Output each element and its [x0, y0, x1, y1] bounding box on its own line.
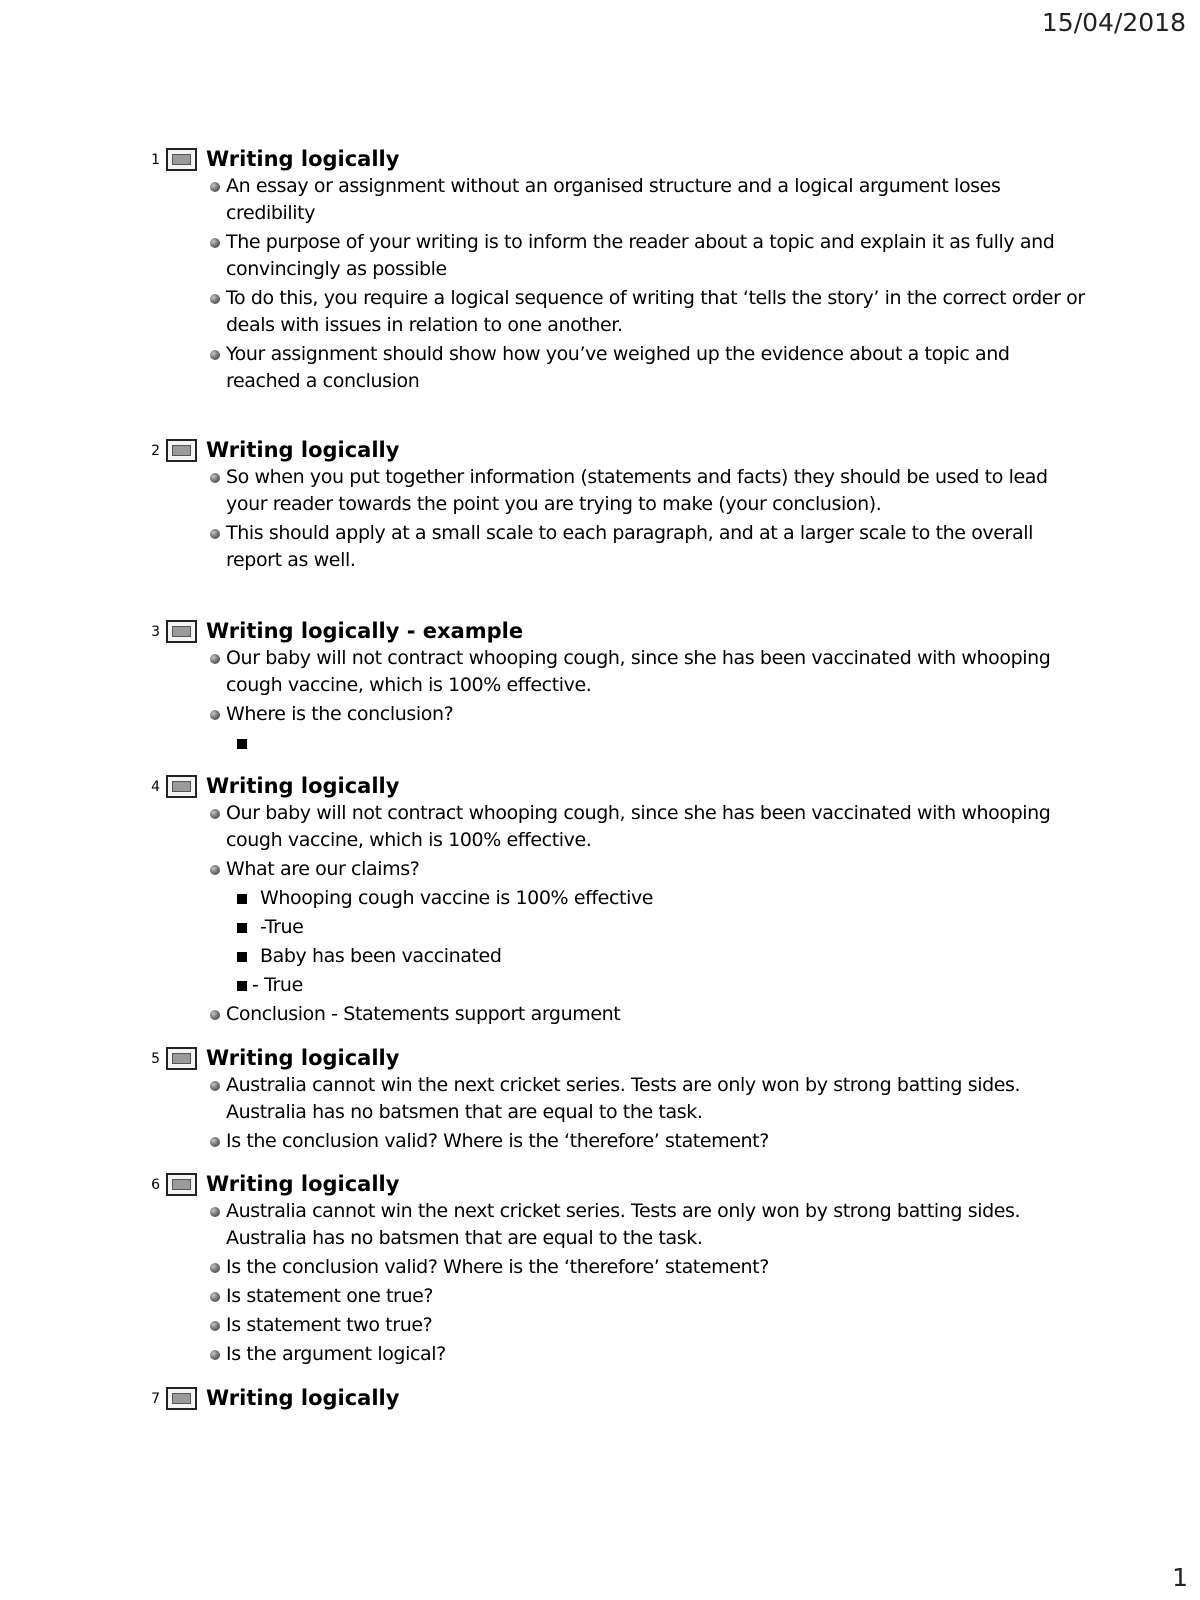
bullet-item: Where is the conclusion?: [208, 701, 1088, 728]
slide-title: Writing logically: [206, 774, 400, 798]
print-date: 15/04/2018: [1041, 8, 1186, 37]
slide-title: Writing logically: [206, 1046, 400, 1070]
bullet-list: [208, 800, 1088, 1030]
slide-title: Writing logically - example: [206, 619, 524, 643]
slide-number: 7: [151, 1391, 160, 1407]
slide-thumbnail-icon: [166, 620, 197, 643]
bullet-item: So when you put together information (statements and facts) they should be used to lead your reader towards the point you are trying to make (your conclusion).: [208, 464, 1088, 518]
bullet-item: Is statement one true?: [208, 1283, 1088, 1310]
sub-bullet-item: Whooping cough vaccine is 100% effective: [208, 885, 1088, 912]
bullet-list: [208, 1072, 1088, 1157]
bullet-item: What are our claims?: [208, 856, 1088, 883]
bullet-item: Is the conclusion valid? Where is the ‘therefore’ statement?: [208, 1254, 1088, 1281]
bullet-item: Our baby will not contract whooping cough, since she has been vaccinated with whooping cough vaccine, which is 100% effective.: [208, 800, 1088, 854]
sub-bullet-item: Baby has been vaccinated: [208, 943, 1088, 970]
bullet-item: Is the conclusion valid? Where is the ‘therefore’ statement?: [208, 1128, 1088, 1155]
slide-thumbnail-icon: [166, 775, 197, 798]
slide-thumbnail-icon: [166, 1047, 197, 1070]
bullet-item: Is statement two true?: [208, 1312, 1088, 1339]
sub-bullet-item: -True: [208, 914, 1088, 941]
slide-number: 1: [151, 152, 160, 168]
sub-bullet-item: [208, 730, 1088, 757]
bullet-list: [208, 173, 1088, 397]
bullet-list: [208, 645, 1088, 759]
slide-number: 2: [151, 443, 160, 459]
bullet-item: This should apply at a small scale to each paragraph, and at a larger scale to the overall report as well.: [208, 520, 1088, 574]
bullet-item: Is the argument logical?: [208, 1341, 1088, 1368]
slide-title: Writing logically: [206, 1172, 400, 1196]
bullet-item: Our baby will not contract whooping cough, since she has been vaccinated with whooping cough vaccine, which is 100% effective.: [208, 645, 1088, 699]
page-number: 1: [1172, 1563, 1188, 1592]
slide-number: 4: [151, 779, 160, 795]
bullet-item: Your assignment should show how you’ve weighed up the evidence about a topic and reached a conclusion: [208, 341, 1088, 395]
slide-number: 3: [151, 624, 160, 640]
slide-thumbnail-icon: [166, 1173, 197, 1196]
bullet-list: [208, 464, 1088, 576]
slide-thumbnail-icon: [166, 148, 197, 171]
sub-bullet-item: - True: [208, 972, 1088, 999]
bullet-list: [208, 1198, 1088, 1370]
slide-number: 6: [151, 1177, 160, 1193]
bullet-item: Australia cannot win the next cricket series. Tests are only won by strong batting sides. Australia has no batsmen that are equal to the task.: [208, 1198, 1088, 1252]
bullet-item: The purpose of your writing is to inform the reader about a topic and explain it as fully and convincingly as possible: [208, 229, 1088, 283]
slide-thumbnail-icon: [166, 1387, 197, 1410]
bullet-item: Australia cannot win the next cricket series. Tests are only won by strong batting sides. Australia has no batsmen that are equal to the task.: [208, 1072, 1088, 1126]
slide-title: Writing logically: [206, 438, 400, 462]
bullet-item: Conclusion - Statements support argument: [208, 1001, 1088, 1028]
slide-number: 5: [151, 1051, 160, 1067]
slide-title: Writing logically: [206, 1386, 400, 1410]
slide-thumbnail-icon: [166, 439, 197, 462]
bullet-item: To do this, you require a logical sequence of writing that ‘tells the story’ in the correct order or deals with issues in relation to one another.: [208, 285, 1088, 339]
bullet-item: An essay or assignment without an organised structure and a logical argument loses credibility: [208, 173, 1088, 227]
slide-title: Writing logically: [206, 147, 400, 171]
